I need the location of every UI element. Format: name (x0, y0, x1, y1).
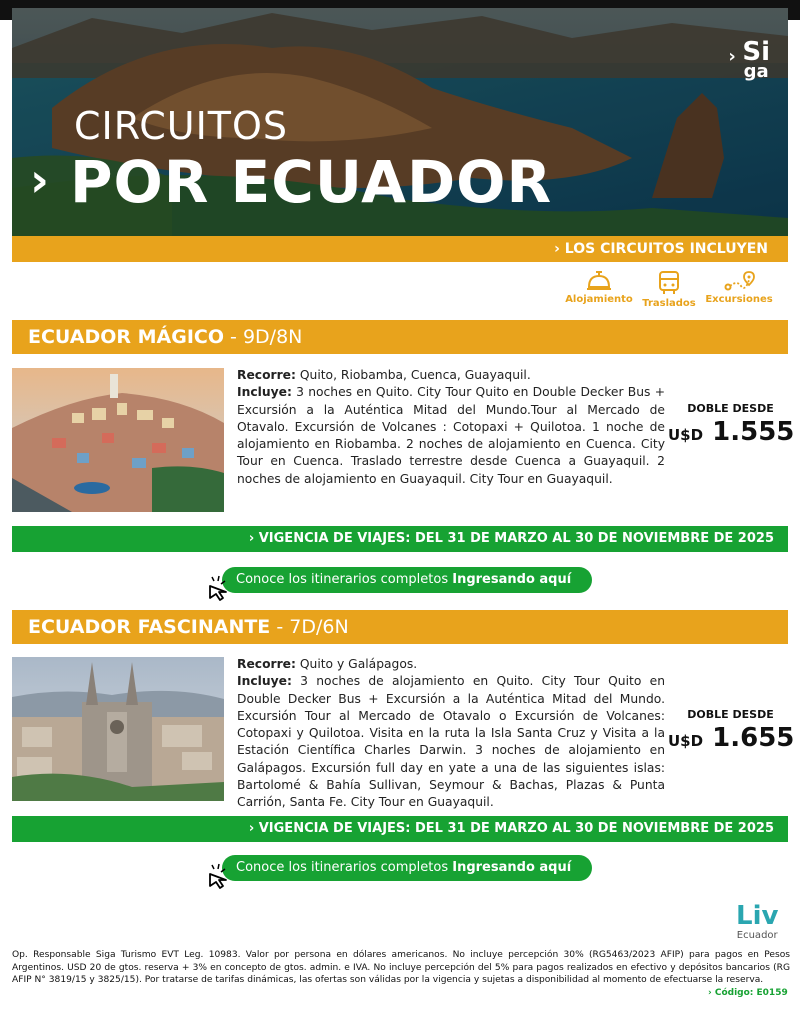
legal-disclaimer: Op. Responsable Siga Turismo EVT Leg. 10983. Valor por persona en dólares americanos. No incluye percepción 30% (RG5463/2023 AFIP) para pagos en Pesos Argentinos. USD 20 de gtos. reserva + 3% en concepto de gtos. admin. e IVA. No incluye percepción del 5% para pagos realizados en efectivo y depósitos bancarios (RG AFIP N° 3819/15 y 3825/15). Por tratarse de tarifas dinámicas, las ofertas son válidas por la vigencia y sujetas a disponibilidad al momento de efectuarse la reserva. (12, 950, 790, 986)
circuit-name: ECUADOR MÁGICO (28, 326, 225, 348)
includes-icons (560, 270, 780, 314)
cta-text: Conoce los itinerarios completos (236, 860, 453, 875)
validity-bar: › VIGENCIA DE VIAJES: DEL 31 DE MARZO AL 30 DE NOVIEMBRE DE 2025 (12, 526, 788, 552)
circuit-duration: - 9D/8N (224, 326, 303, 348)
hotel-bell-icon (586, 270, 612, 292)
siga-logo (728, 37, 770, 82)
liv-logo-text: Liv (736, 901, 779, 931)
liv-logo-subtitle: Ecuador (736, 930, 778, 941)
circuit-name: ECUADOR FASCINANTE (28, 616, 271, 638)
route-text: Quito y Galápagos. (295, 657, 418, 671)
route-label: Recorre: (237, 368, 296, 382)
price-block (668, 402, 793, 447)
include-label-transfers: Traslados (642, 298, 696, 309)
route-text: Quito, Riobamba, Cuenca, Guayaquil. (295, 368, 531, 382)
include-item-excursions (704, 270, 774, 305)
liv-ecuador-logo (736, 902, 778, 941)
cta-link[interactable]: Ingresando aquí (452, 572, 572, 587)
price-label: DOBLE DESDE (687, 708, 774, 721)
chevron-right-icon: › (728, 46, 736, 67)
hero-title-line1: CIRCUITOS (74, 104, 289, 148)
siga-logo-line2: ga (743, 61, 769, 82)
pointer-hand-icon (204, 860, 234, 890)
price-block (668, 708, 793, 753)
cta-link[interactable]: Ingresando aquí (452, 860, 572, 875)
hero-title-line2 (30, 148, 552, 216)
include-item-transfers (634, 270, 704, 309)
chevron-right-icon: › (30, 153, 50, 207)
quito-photo (12, 657, 224, 801)
bus-icon (657, 270, 681, 296)
circuit-description (237, 656, 665, 812)
quito-basilica-image (12, 657, 224, 801)
includes-label: Incluye: (237, 385, 292, 400)
includes-text: 3 noches de alojamiento en Quito. City Tour Quito en Double Decker Bus + Excursión a la Auténtica Mitad del Mundo. Excursión Tour al Mercado de Otavalo o Excursión de Volcanes: Cotopaxi y Quilotoa. Visita en la ruta la Isla Santa Cruz y Visita a la Estación Científica Charles Darwin. 3 noches de alojamiento en Galápagos. Excursión full day en yate a una de las siguientes islas: Bartolomé & Bahía Sullivan, Seymour & Bachas, Plazas & Punta Carrión, Santa Fe. City Tour en Guayaquil. (237, 674, 665, 810)
price-amount (668, 417, 793, 447)
map-route-icon (723, 270, 755, 292)
includes-text: 3 noches en Quito. City Tour Quito en Double Decker Bus + Excursión a la Auténtica Mitad del Mundo.Tour al Mercado de Otavalo. Excursión de Volcanes : Cotopaxi + Quilotoa. 1 noche de alojamiento en Riobamba. 2 noches de alojamiento en Cuenca. City Tour en Cuenca. Traslado terrestre desde Cuenca a Guayaquil. 2 noches de alojamiento en Guayaquil. City Tour en Guayaquil. (237, 385, 665, 486)
circuit-duration: - 7D/6N (270, 616, 349, 638)
itinerary-link-button[interactable] (222, 567, 592, 593)
price-currency: U$D (668, 732, 704, 750)
includes-label: Incluye: (237, 674, 292, 689)
include-label-lodging: Alojamiento (565, 294, 633, 305)
itinerary-link-button[interactable] (222, 855, 592, 881)
guayaquil-photo (12, 368, 224, 512)
siga-logo-line1: Si (742, 37, 770, 67)
include-item-lodging (564, 270, 634, 305)
price-value: 1.555 (712, 417, 795, 447)
pointer-hand-icon (204, 572, 234, 602)
validity-bar: › VIGENCIA DE VIAJES: DEL 31 DE MARZO AL 30 DE NOVIEMBRE DE 2025 (12, 816, 788, 842)
hero-banner (12, 8, 788, 236)
route-label: Recorre: (237, 657, 296, 671)
price-label: DOBLE DESDE (687, 402, 774, 415)
cta-text: Conoce los itinerarios completos (236, 572, 453, 587)
include-label-excursions: Excursiones (705, 294, 773, 305)
price-value: 1.655 (712, 723, 795, 753)
circuit-description (237, 367, 665, 488)
hero-title-text: POR ECUADOR (69, 148, 553, 216)
circuit-header-ecuador-magico (12, 320, 788, 354)
includes-bar: › LOS CIRCUITOS INCLUYEN (12, 236, 788, 262)
price-amount (668, 723, 793, 753)
guayaquil-city-image (12, 368, 224, 512)
price-currency: U$D (668, 426, 704, 444)
product-code: › Código: E0159 (708, 988, 788, 998)
circuit-header-ecuador-fascinante (12, 610, 788, 644)
